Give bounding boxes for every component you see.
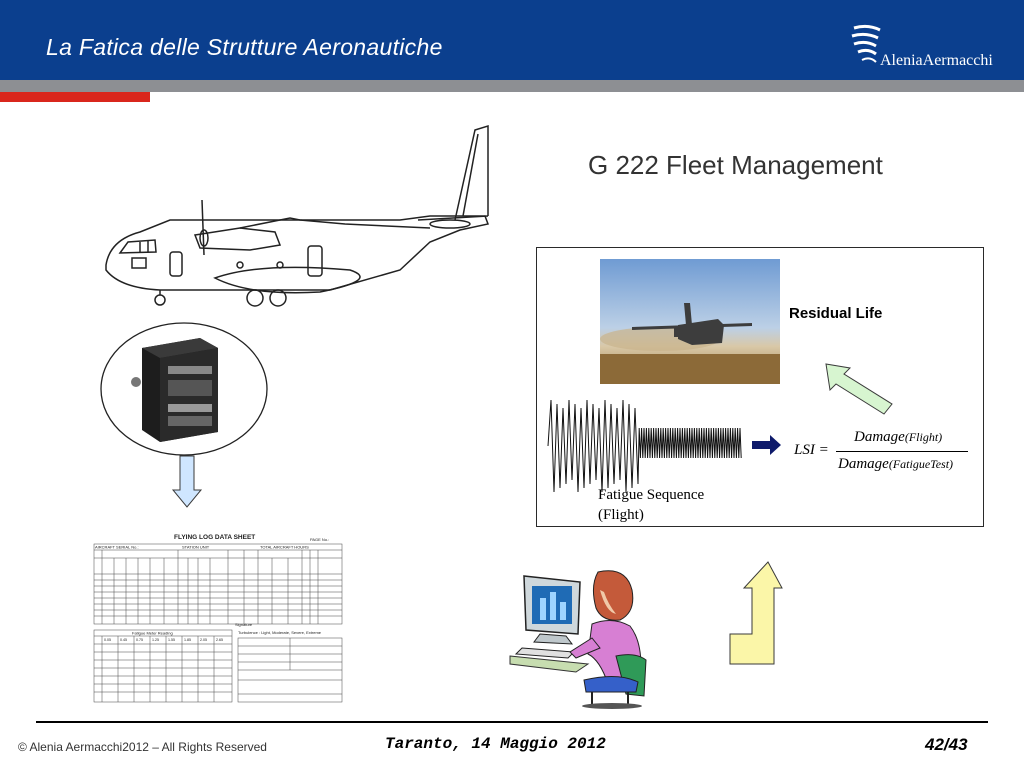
meter-value: 1.85	[184, 638, 191, 642]
section-heading: G 222 Fleet Management	[588, 150, 883, 180]
meter-value: 0.75	[136, 638, 143, 642]
numerator-text: Damage	[854, 429, 905, 445]
waveform-path	[548, 400, 741, 492]
formula-denominator	[838, 456, 953, 473]
meter-value: 2.65	[216, 638, 223, 642]
right-arrow-icon	[752, 435, 782, 455]
header-grey-strip	[0, 80, 1024, 92]
meter-value: 1.25	[152, 638, 159, 642]
log-turbulence: Turbulence : Light, Moderate, Severe, Extreme	[238, 630, 322, 635]
numerator-subscript: (Flight)	[904, 430, 943, 444]
formula-lhs: LSI =	[794, 442, 829, 458]
meter-value: 0.05	[104, 638, 111, 642]
formula-numerator	[854, 429, 942, 446]
fatigue-caption-line1: Fatigue Sequence	[598, 487, 705, 503]
company-logo-text: AleniaAermacchi	[880, 52, 993, 69]
log-aircraft-serial: AIRCRAFT SERIAL No.:	[95, 544, 139, 550]
log-meter-reading: Fatigue Meter Reading	[132, 630, 173, 636]
footer-date: Taranto, 14 Maggio 2012	[385, 735, 606, 753]
slide-title: La Fatica delle Strutture Aeronautiche	[46, 34, 443, 60]
up-arrow-icon	[726, 560, 784, 666]
flight-recorder-icon	[100, 322, 268, 456]
copyright-notice: © Alenia Aermacchi2012 – All Rights Reserved	[18, 740, 267, 754]
person-at-computer-icon	[508, 568, 656, 710]
up-left-arrow-icon	[822, 360, 894, 416]
meter-value: 1.55	[168, 638, 175, 642]
header-red-accent	[0, 92, 150, 102]
aircraft-photo-icon	[600, 259, 780, 384]
fatigue-caption-line2: (Flight)	[598, 507, 644, 523]
formula-fraction-bar	[836, 451, 968, 452]
log-page-no: PAGE No.:	[310, 537, 330, 542]
denominator-text: Damage	[838, 456, 889, 472]
fatigue-sequence-caption	[598, 485, 704, 525]
meter-value: 0.45	[120, 638, 127, 642]
log-signature: Signature	[235, 622, 253, 627]
residual-life-label: Residual Life	[789, 305, 883, 322]
log-total-hours: TOTAL AIRCRAFT HOURS	[260, 544, 309, 550]
meter-value: 2.05	[200, 638, 207, 642]
footer-divider	[36, 721, 988, 723]
log-title: FLYING LOG DATA SHEET	[174, 534, 256, 541]
aircraft-drawing-icon	[100, 120, 495, 310]
flying-log-data-sheet	[92, 530, 347, 705]
log-station-unit: STATION UNIT	[182, 544, 210, 550]
fatigue-sequence-waveform	[546, 398, 744, 494]
denominator-subscript: (FatigueTest)	[888, 457, 954, 471]
down-arrow-icon	[172, 456, 202, 508]
page-number: 42/43	[925, 735, 968, 754]
